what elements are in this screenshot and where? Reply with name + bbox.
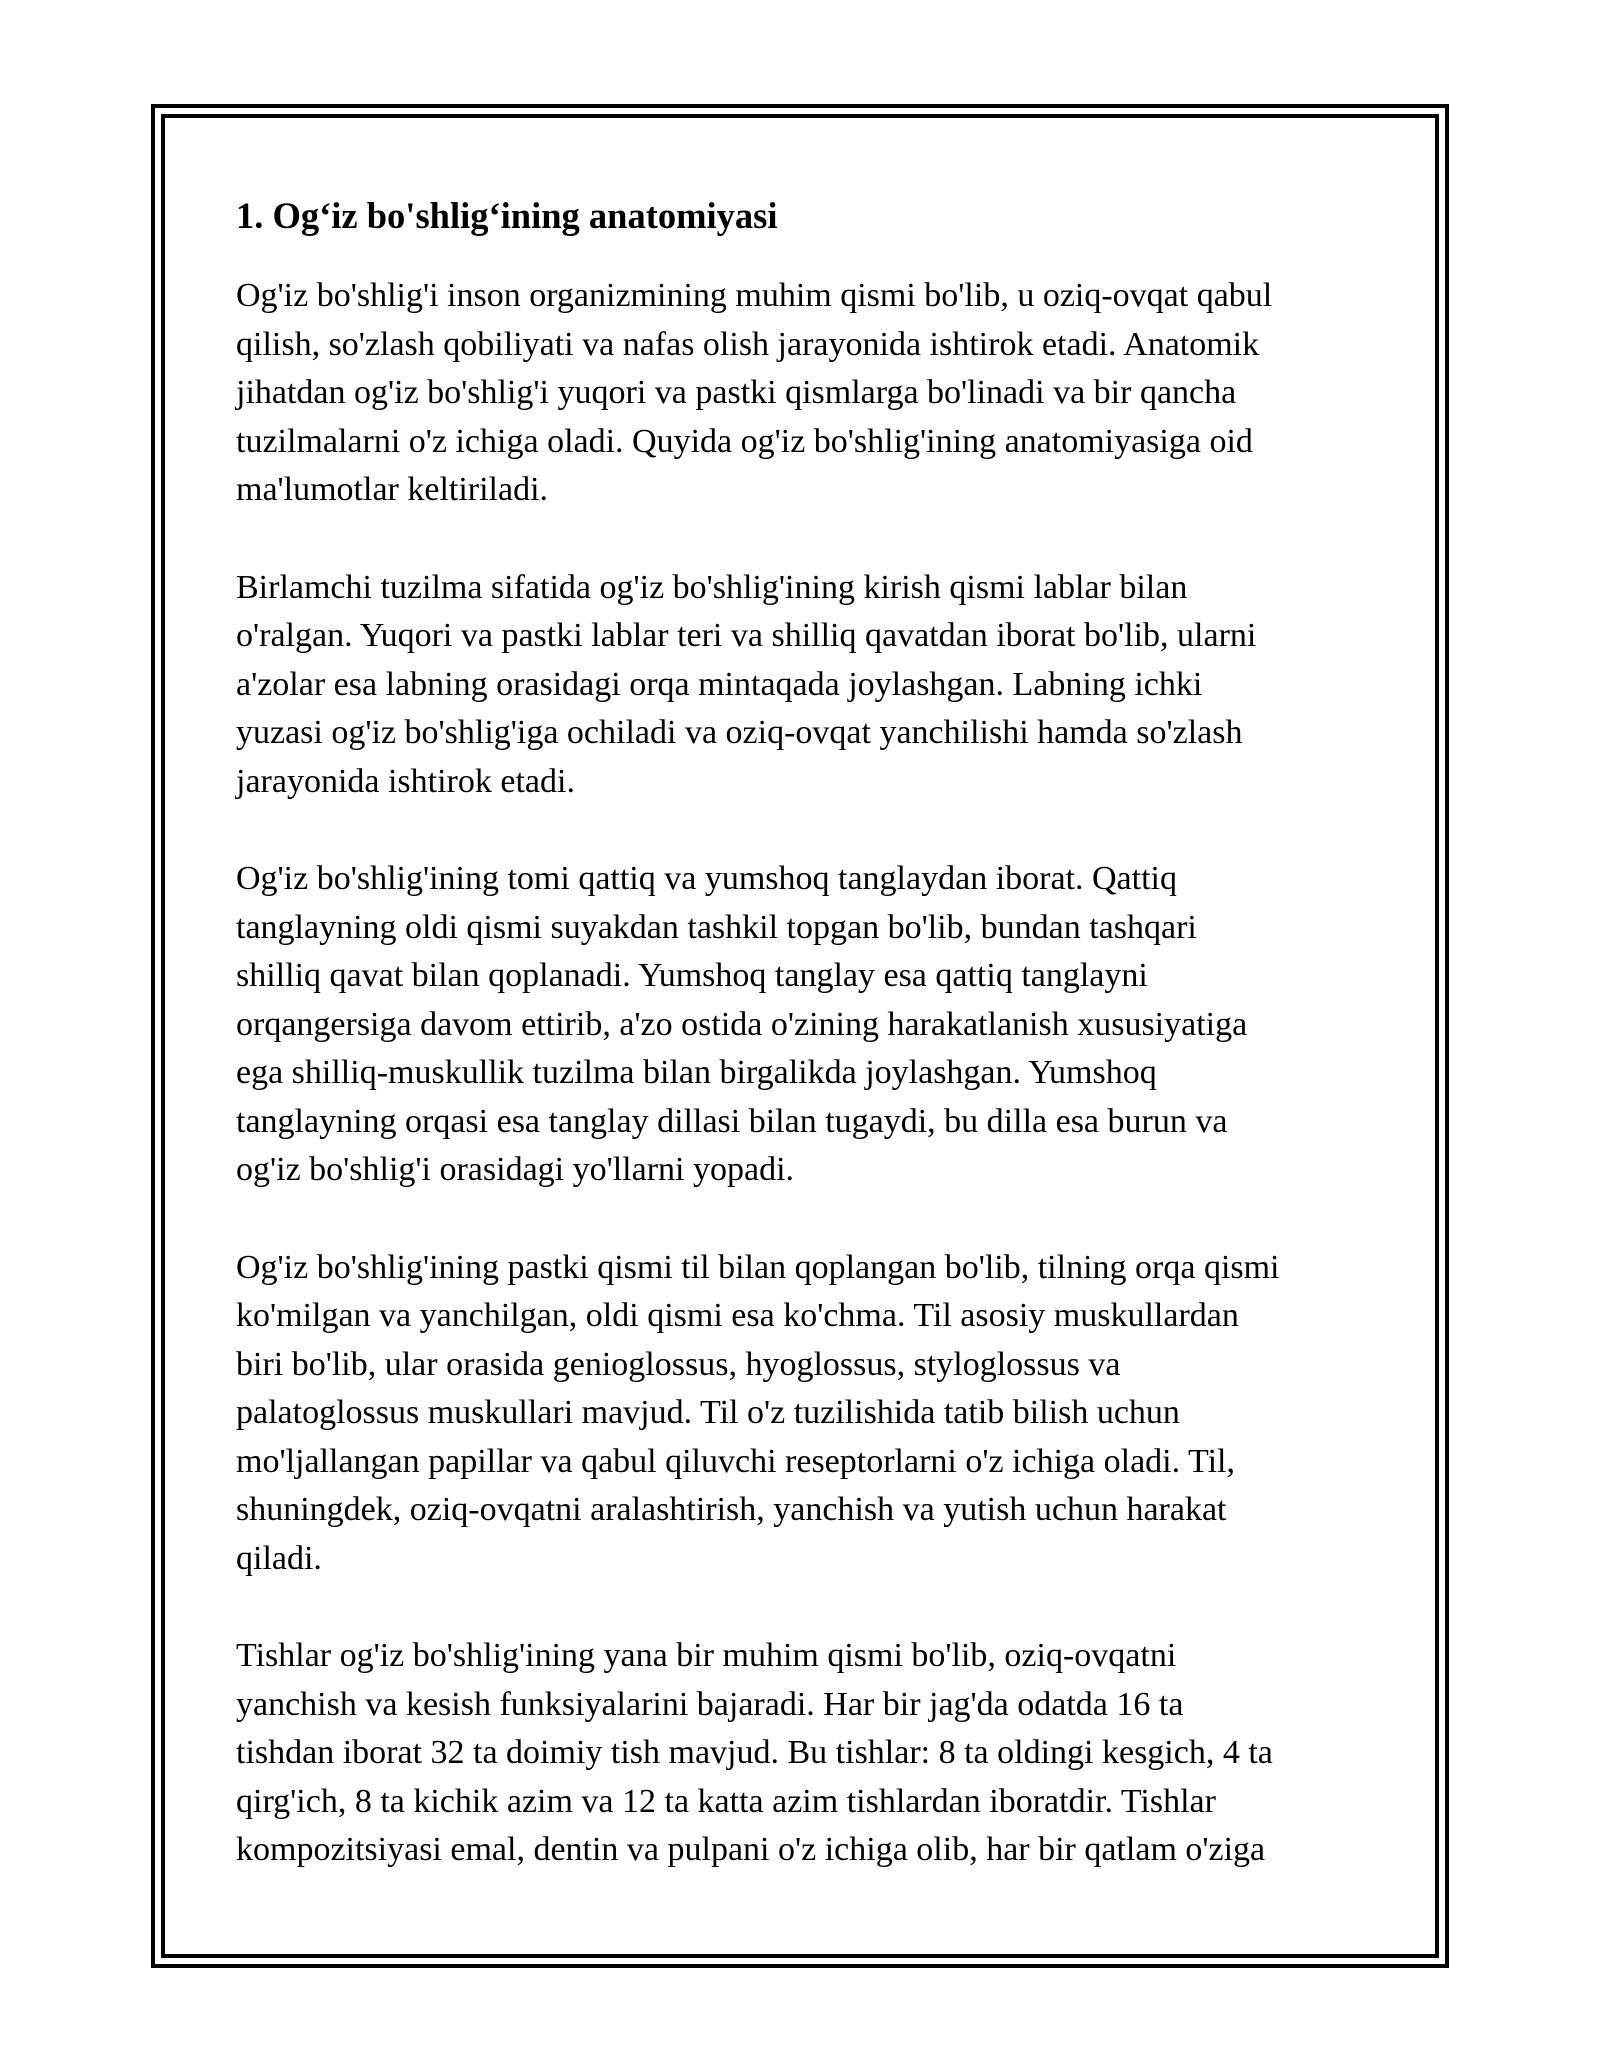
- section-heading: 1. Og‘iz bo'shlig‘ining anatomiyasi: [236, 195, 778, 236]
- paragraph-tongue: Og'iz bo'shlig'ining pastki qismi til bilan qoplangan bo'lib, tilning orqa qismi ko'milgan va yanchilgan, oldi qismi esa ko'chma. Til asosiy muskullardan biri bo'lib, ular orasida genioglossus, hyoglossus, styloglossus va palatoglossus muskullari mavjud. Til o'z tuzilishida tatib bilish uchun mo'ljallangan papillar va qabul qiluvchi reseptorlarni o'z ichiga oladi. Til, shuningdek, oziq-ovqatni aralashtirish, yanchish va yutish uchun harakat qiladi.: [236, 1248, 1280, 1577]
- document-body: [236, 188, 1376, 1924]
- paragraph-intro: Og'iz bo'shlig'i inson organizmining muhim qismi bo'lib, u oziq-ovqat qabul qilish, so'zlash qobiliyati va nafas olish jarayonida ishtirok etadi. Anatomik jihatdan og'iz bo'shlig'i yuqori va pastki qismlarga bo'linadi va bir qancha tuzilmalarni o'z ichiga oladi. Quyida og'iz bo'shlig'ining anatomiyasiga oid ma'lumotlar keltiriladi.: [236, 277, 1273, 508]
- paragraph-teeth: Tishlar og'iz bo'shlig'ining yana bir muhim qismi bo'lib, oziq-ovqatni yanchish va kesish funksiyalarini bajaradi. Har bir jag'da odatda 16 ta tishdan iborat 32 ta doimiy tish mavjud. Bu tishlar: 8 ta oldingi kesgich, 4 ta qirg'ich, 8 ta kichik azim va 12 ta katta azim tishlardan iboratdir. Tishlar kompozitsiyasi emal, dentin va pulpani o'z ichiga olib, har bir qatlam o'ziga: [236, 1637, 1273, 1868]
- paragraph-palate: Og'iz bo'shlig'ining tomi qattiq va yumshoq tanglaydan iborat. Qattiq tanglayning oldi qismi suyakdan tashkil topgan bo'lib, bundan tashqari shilliq qavat bilan qoplanadi. Yumshoq tanglay esa qattiq tanglayni orqangersiga davom ettirib, a'zo ostida o'zining harakatlanish xususiyatiga ega shilliq-muskullik tuzilma bilan birgalikda joylashgan. Yumshoq tanglayning orqasi esa tanglay dillasi bilan tugaydi, bu dilla esa burun va og'iz bo'shlig'i orasidagi yo'llarni yopadi.: [236, 860, 1248, 1188]
- paragraph-lips: Birlamchi tuzilma sifatida og'iz bo'shlig'ining kirish qismi lablar bilan o'ralgan. Yuqori va pastki lablar teri va shilliq qavatdan iborat bo'lib, ularni a'zolar esa labning orasidagi orqa mintaqada joylashgan. Labning ichki yuzasi og'iz bo'shlig'iga ochiladi va oziq-ovqat yanchilishi hamda so'zlash jarayonida ishtirok etadi.: [236, 568, 1257, 800]
